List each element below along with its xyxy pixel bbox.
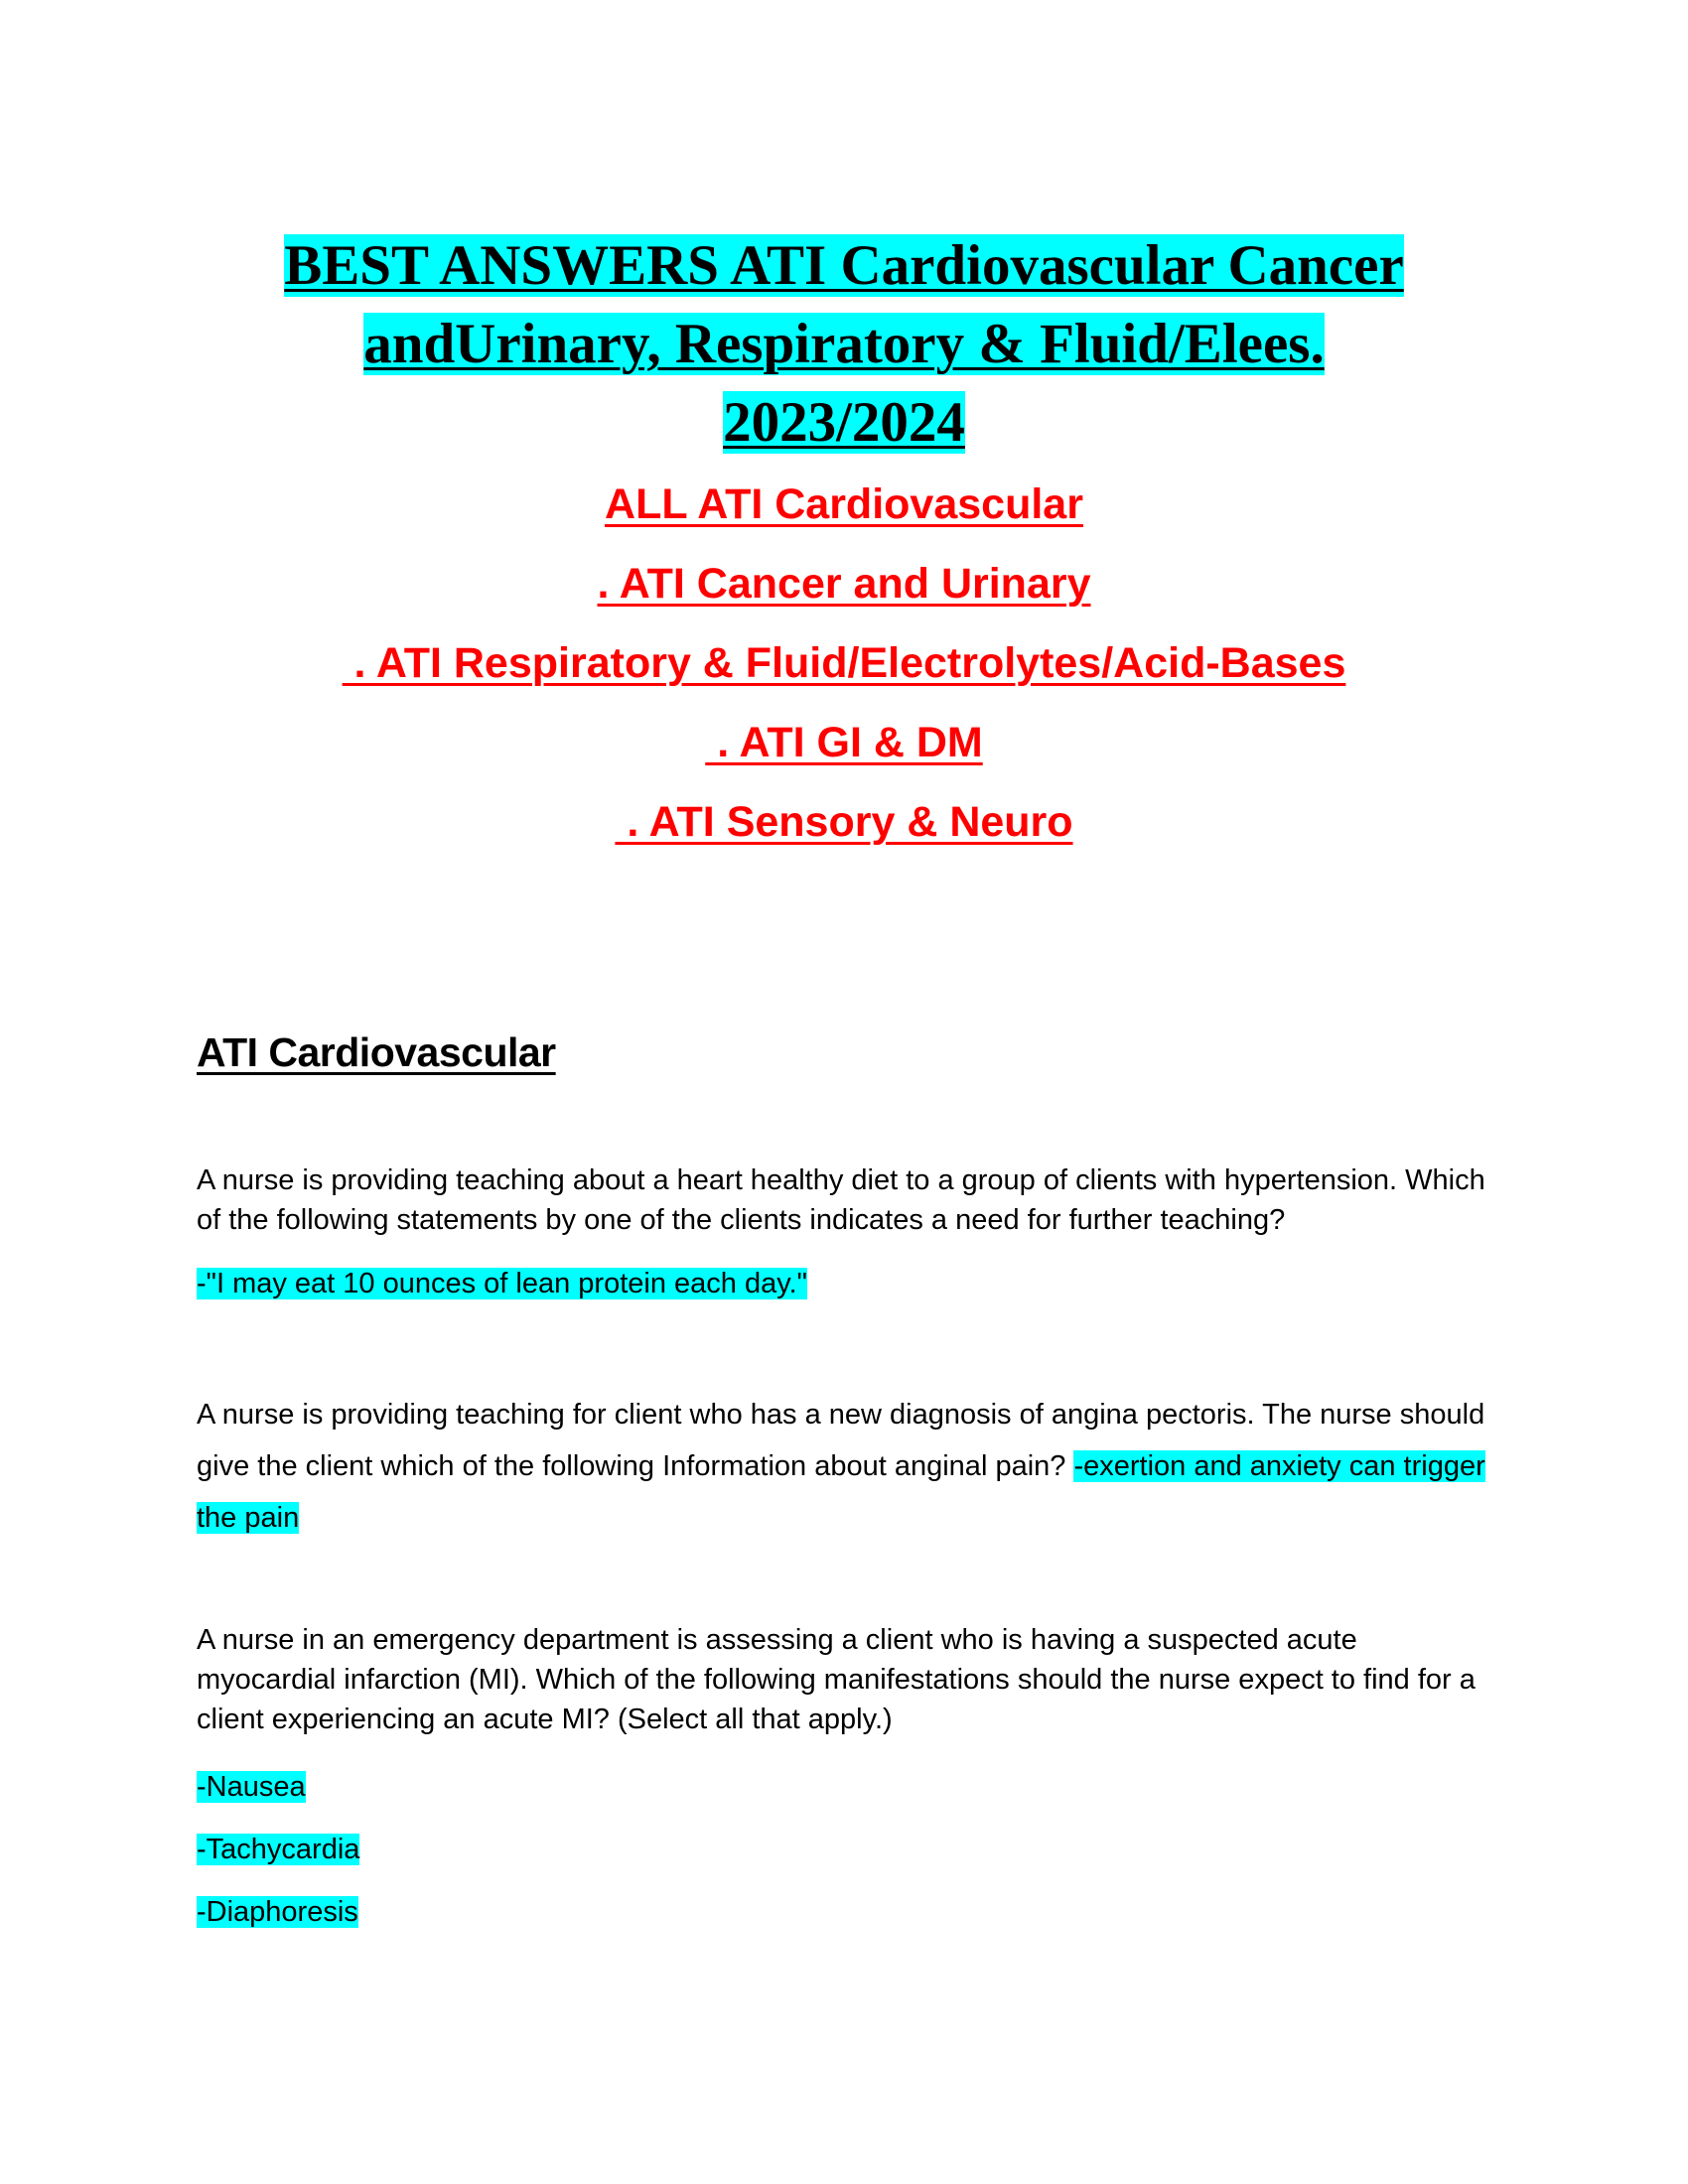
question-1-text: A nurse is providing teaching about a heart healthy diet to a group of clients with hypertension. Which of the following statements by one of the clients indicates a need for further teaching? bbox=[197, 1164, 1485, 1236]
answer-highlight: -Diaphoresis bbox=[197, 1896, 358, 1928]
toc-item-respiratory-fluid[interactable]: . ATI Respiratory & Fluid/Electrolytes/Acid-Bases bbox=[342, 639, 1346, 687]
question-3-answer-3 bbox=[197, 1892, 358, 1932]
document-title bbox=[0, 226, 1688, 462]
toc-item-cancer-urinary[interactable]: . ATI Cancer and Urinary bbox=[597, 560, 1091, 608]
title-line-2: andUrinary, Respiratory & Fluid/Elees. bbox=[363, 313, 1325, 375]
answer-highlight: -exertion and anxiety can trigger the pain bbox=[197, 1450, 1485, 1534]
answer-highlight: -Nausea bbox=[197, 1771, 306, 1803]
answer-highlight: -"I may eat 10 ounces of lean protein each day." bbox=[197, 1268, 807, 1299]
question-2 bbox=[197, 1389, 1497, 1544]
question-1 bbox=[197, 1160, 1497, 1240]
title-line-3: 2023/2024 bbox=[723, 391, 965, 454]
question-2-text: A nurse is providing teaching for client who has a new diagnosis of angina pectoris. The nurse should give the client which of the following Information about anginal pain? bbox=[197, 1399, 1485, 1482]
question-3-answer-2 bbox=[197, 1830, 359, 1869]
toc-item-sensory-neuro[interactable]: . ATI Sensory & Neuro bbox=[615, 798, 1073, 846]
question-3 bbox=[197, 1620, 1497, 1739]
answer-highlight: -Tachycardia bbox=[197, 1834, 360, 1865]
question-3-text: A nurse in an emergency department is assessing a client who is having a suspected acute myocardial infarction (MI). Which of the following manifestations should the nurse expect to find for a client experiencing an acute MI? (Select all that apply.) bbox=[197, 1624, 1476, 1735]
toc-item-gi-dm[interactable]: . ATI GI & DM bbox=[705, 719, 983, 766]
question-3-answer-1 bbox=[197, 1767, 306, 1807]
question-1-answer bbox=[197, 1264, 807, 1303]
section-heading-cardiovascular: ATI Cardiovascular bbox=[197, 1029, 556, 1075]
title-line-1: BEST ANSWERS ATI Cardiovascular Cancer bbox=[284, 234, 1404, 297]
toc-item-cardiovascular[interactable]: ALL ATI Cardiovascular bbox=[605, 480, 1083, 528]
